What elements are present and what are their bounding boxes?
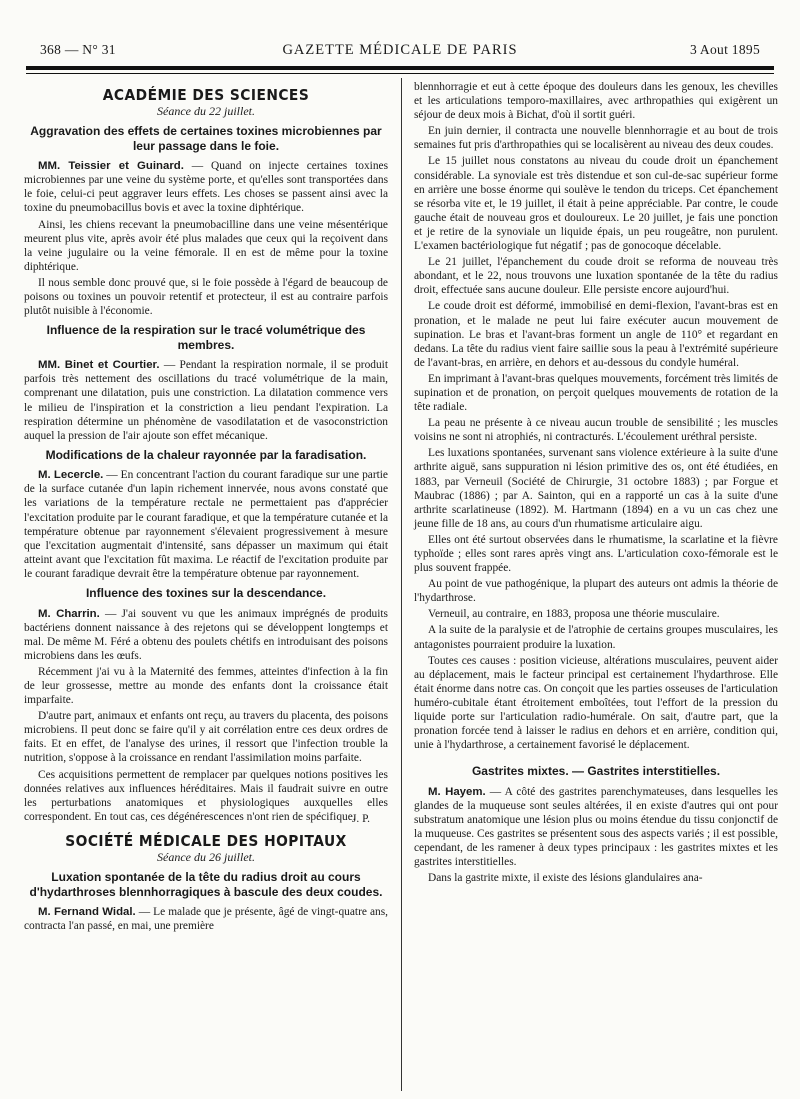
issue-date: 3 Aout 1895 [689, 42, 760, 57]
paragraph: MM. Binet et Courtier. — Pendant la respiration normale, il se produit parfois très nettement des oscillations du tracé volumétrique de la main, comprenant une dilatation, puis une constriction. La dilatation commence vers le milieu de l'inspiration et la constriction a lieu pendant l'expiration. La respiration détermine un phénomène de vasodilatation et de vasoconstriction auquel la pression de l'air ajoute son effet mécanique. [24, 359, 388, 442]
page-number: 368 — N° 31 [40, 42, 116, 57]
paragraph: Le 21 juillet, l'épanchement du coude droit se reforma de nouveau très abondant, et le 22, nous trouvons une luxation spontanée de la tête du radius droit, effectuée sans aucune douleur. Elle persiste encore aujourd'hui. [414, 256, 778, 297]
article-author: MM. Teissier et Guinard. [38, 160, 184, 173]
paragraph: Ainsi, les chiens recevant la pneumobacilline dans une veine mésentérique meurent plus vite, après avoir été plus malades que ceux qui la reçoivent dans la veine jugulaire ou la veine fémorale. Il en est de même pour la toxine diphtérique. [24, 218, 388, 273]
article-title-toxines-foie: Aggravation des effets de certaines toxines microbiennes par leur passage dans le foie. [30, 124, 382, 153]
paragraph: M. Fernand Widal. — Le malade que je présente, âgé de vingt-quatre ans, contracta l'an passé, en mai, une première [24, 906, 388, 933]
paragraph: Verneuil, au contraire, en 1883, proposa une théorie musculaire. [428, 608, 720, 621]
paragraph: Toutes ces causes : position vicieuse, altérations musculaires, peuvent aider au déplacement, mais le facteur principal est certainement l'hydarthrose. Elle était énorme dans notre cas. On conçoit que les parties osseuses de l'articulation huméro-cubitale étant étroitement emboîtées, tout l'effort de la pression du liquide porte sur l'articulation radio-humérale. On sait, d'autre part, que la pronation forcée tend à laisser le radius en dehors et en arrière, condition qui, unie à l'hydarthrose, a certainement favorisé le déplacement. [414, 654, 778, 752]
section-date-academie: Séance du 22 juillet. [157, 104, 255, 119]
article-author: M. Hayem. [428, 785, 486, 798]
page-header [40, 42, 760, 62]
paragraph: Ces acquisitions permettent de remplacer par quelques notions positives les données relatives aux influences héréditaires. Mais il faudrait suivre en outre les perturbations anatomiques et physiologiques auxquelles elles correspondent. En tout cas, ces dégénérescences n'ont rien de spécifique. [24, 768, 388, 823]
article-title-descendance: Influence des toxines sur la descendance. [85, 586, 327, 601]
paragraph: MM. Teissier et Guinard. — Quand on injecte certaines toxines microbiennes par une veine du système porte, et qu'elles sont transportées dans le foie, celui-ci peut aggraver leurs effets. Les choses se passent ainsi avec la toxine du pneumobacillus bovis et avec la toxine diphtérique. [24, 160, 389, 215]
paragraph: Les luxations spontanées, survenant sans violence extérieure à la suite d'une arthrite aiguë, sans suppuration ni lésion primitive des os, ont été étudiées, en 1883, par Verneuil (Société de Chirurgie, 31 octobre 1883) ; par Forgue et Maubrac (1886) ; par A. Sainton, qui en a rapporté un cas à la suite d'une arthrite scarlatineuse (1892). M. Hartmann (1894) en a vu un cas chez une jeune fille de 18 ans, au cours d'un rhumatisme articulaire aigu. [414, 447, 778, 530]
paragraph: Le coude droit est déformé, immobilisé en demi-flexion, l'avant-bras est en pronation, et le malade ne peut lui faire exécuter aucun mouvement de supination. Le bras et l'avant-bras forment un angle de 110° et regardant en dedans. La tête du radius vient faire saillie sous la peau à l'extrémité supérieure de l'avant-bras, en arrière, en dehors et au-dessous du condyle huméral. [414, 300, 778, 369]
article-title-luxation: Luxation spontanée de la tête du radius droit au cours d'hydarthroses blennhorragiques à bascule des deux coudes. [29, 870, 383, 899]
article-author: M. Charrin. [38, 607, 100, 620]
journal-title: GAZETTE MÉDICALE DE PARIS [282, 42, 518, 58]
left-column [24, 86, 388, 935]
article-title-faradisation: Modifications de la chaleur rayonnée par la faradisation. [45, 447, 367, 462]
paragraph: Au point de vue pathogénique, la plupart des auteurs ont admis la théorie de l'hydarthrose. [414, 578, 778, 605]
section-date-societe: Séance du 26 juillet. [157, 850, 255, 865]
article-author: MM. Binet et Courtier. [38, 359, 160, 372]
article-title-respiration: Influence de la respiration sur le tracé volumétrique des membres. [46, 323, 366, 352]
paragraph: blennhorragie et eut à cette époque des douleurs dans les genoux, les chevilles et les articulations temporo-maxillaires, avec arthropathies qui exigèrent un séjour de deux mois à Bichat, d'où il sortit guéri. [414, 81, 778, 122]
section-title-societe: SOCIÉTÉ MÉDICALE DES HOPITAUX [65, 832, 347, 851]
article-signature: J. P. [351, 812, 370, 825]
article-title-gastrites: Gastrites mixtes. — Gastrites interstitielles. [471, 764, 721, 779]
paragraph: D'autre part, animaux et enfants ont reçu, au travers du placenta, des poisons microbiens. Il peut donc se faire qu'il y ait corrélation entre ces deux ordres de faits. Et en effet, de l'analyse des urines, il ressort que l'infection trouble la nutrition, s'oppose à la croissance en rendant l'assimilation moins parfaite. [24, 710, 388, 765]
paragraph: Récemment j'ai vu à la Maternité des femmes, atteintes d'infection à la fin de leur grossesse, mettre au monde des enfants dont la croissance était imparfaite. [24, 665, 388, 707]
right-column [414, 80, 778, 887]
paragraph: M. Charrin. — J'ai souvent vu que les animaux imprégnés de produits bactériens donnent naissance à des rejetons qui se développent longtemps et mal. De même M. Féré a obtenu des poulets chétifs en introduisant des poisons microbiens dans les œufs. [24, 607, 388, 662]
article-author: M. Lecercle. [38, 469, 104, 482]
paragraph: Le 15 juillet nous constatons au niveau du coude droit un épanchement considérable. La synoviale est très distendue et son cul-de-sac supérieur forme en arrière une bosse énorme qui soulève le tendon du triceps. Cet épanchement se résorba vite et, le 19 juillet, il était à peine appréciable. Par contre, le coude gauche était de nouveau gros et douloureux. Le 20 juillet, je fais une ponction et je retire de la synoviale un liquide épais, un peu rougeâtre, non purulent. L'examen bactériologique fut négatif ; pas de gonocoque décelable. [414, 155, 778, 253]
column-divider [401, 78, 402, 1091]
paragraph: M. Hayem. — A côté des gastrites parenchymateuses, dans lesquelles les glandes de la muqueuse sont seules altérées, il en existe d'autres qui ont pour substratum anatomique une lésion plus ou moins étendue du tissu conjonctif de la muqueuse. Ces gastrites se présentent sous des aspects variés ; il est possible, cependant, de les ramener à deux types principaux : les gastrites mixtes et les gastrites interstitielles. [414, 785, 778, 869]
article-author: M. Fernand Widal. [38, 906, 136, 919]
header-rule-thick [26, 66, 774, 70]
paragraph: La peau ne présente à ce niveau aucun trouble de sensibilité ; les muscles voisins ne sont ni atrophiés, ni contracturés. L'écoulement uréthral persiste. [414, 417, 778, 444]
paragraph: M. Lecercle. — En concentrant l'action du courant faradique sur une partie de la surface cutanée d'un lapin richement innervée, nous avons constaté que les variations de la température rectale ne permettaient pas d'apprécier l'excitation produite par le courant faradique, et que la température cutanée et la température obtenue par rayonnement s'élevaient progressivement à mesure que l'excitation augmentait d'intensité, sans dépasser un maximum qui était atteint avant que l'excitation fût maxima. Le réactif de l'excitation produite par le courant faradique devrait être la température obtenue par rayonnement. [24, 469, 388, 580]
paragraph: En juin dernier, il contracta une nouvelle blennhorragie et au bout de trois semaines fut pris d'arthropathies qui se localisèrent au niveau des deux coudes. [414, 125, 778, 152]
paragraph: Elles ont été surtout observées dans le rhumatisme, la scarlatine et la fièvre typhoïde ; elles sont rares après vingt ans. L'articulation coxo-fémorale est le plus souvent frappée. [414, 533, 778, 575]
section-title-academie: ACADÉMIE DES SCIENCES [102, 86, 310, 104]
paragraph: Il nous semble donc prouvé que, si le foie possède à l'égard de beaucoup de poisons ou toxines un pouvoir retentif et protecteur, il est au contraire parfois plutôt nuisible à l'économie. [24, 276, 388, 318]
paragraph: A la suite de la paralysie et de l'atrophie de certains groupes musculaires, les antagonistes pourraient produire la luxation. [414, 624, 778, 651]
paragraph: Dans la gastrite mixte, il existe des lésions glandulaires ana- [428, 872, 703, 885]
header-rule-thin [26, 73, 774, 74]
paragraph: En imprimant à l'avant-bras quelques mouvements, forcément très limités de supination et de pronation, on perçoit quelques mouvements de rotation de la tête radiale. [414, 372, 778, 414]
